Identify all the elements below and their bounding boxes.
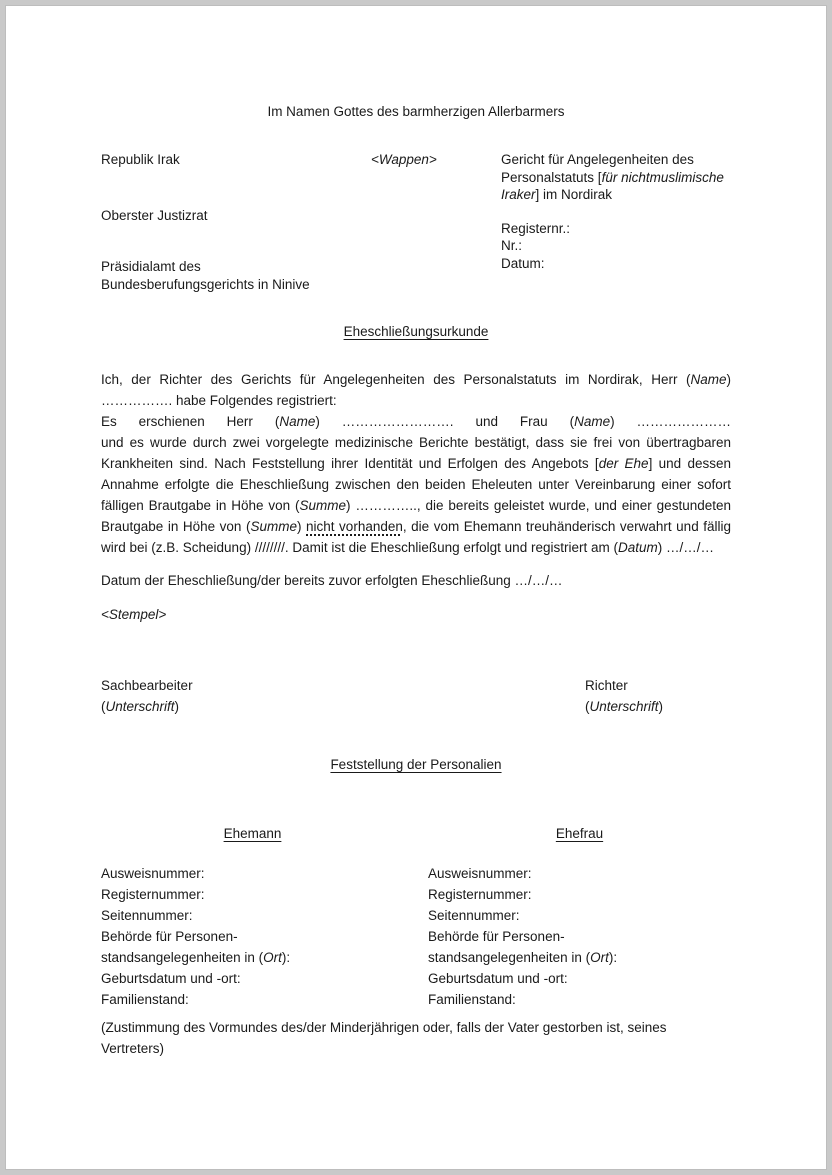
judge-signature-block [585,675,731,717]
husband-name-placeholder: Name [279,414,316,429]
parties-line [101,411,731,432]
body-text-6: ) …/…/… [657,540,714,555]
register-number-label: Registernr.: [501,220,571,236]
wife-column [428,823,731,1010]
paren-close: ) [658,699,664,714]
ort-post: ): [281,950,291,965]
field-register-number: Registernummer: [428,887,532,902]
husband-column [101,823,404,1010]
signature-row [101,675,731,717]
paren-open: ( [101,699,106,714]
certificate-heading: Eheschließungsurkunde [343,324,489,339]
personal-details-heading: Feststellung der Personalien [330,757,502,772]
wife-heading: Ehefrau [555,826,604,841]
body-text-2: ] und dessen Annahme erfolgte die Eheschließung zwischen den beiden Eheleuten unter Vereinbarung einer sofort fälligen Brautgabe in Höhe von ( [101,456,732,513]
ort-pre: standsangelegenheiten in ( [101,950,264,965]
stamp-placeholder: <Stempel> [101,607,167,622]
paren-open: ( [585,699,590,714]
sum-placeholder-2: Summe [250,519,297,534]
field-civil-authority-1: Behörde für Personen- [101,929,238,944]
judge-signature-placeholder [585,696,731,717]
sum-placeholder-1: Summe [299,498,347,513]
body-text-1: und es wurde durch zwei vorgelegte medizinische Berichte bestätigt, dass sie frei von übertragbaren Krankheiten sind. Nach Feststellung ihrer Identität und Erfolgen des Angebots [ [101,435,731,471]
field-civil-authority-2 [428,947,731,968]
marriage-offer-italic: der Ehe [598,456,649,471]
certificate-body [101,432,731,558]
signature-word: Unterschrift [589,699,659,714]
parties-text-tail: ) ………………… [610,414,732,429]
intro-name-placeholder: Name [690,372,727,387]
personal-details-columns [101,823,731,1010]
court-name-line2-pre: Personalstatuts [ [501,169,602,185]
paren-close: ) [174,699,180,714]
husband-heading: Ehemann [223,826,282,841]
clerk-signature-block [101,675,193,717]
date-label: Datum: [501,255,545,271]
field-marital-status: Familienstand: [101,992,189,1007]
issuer-block [101,151,371,293]
guardian-consent-note: (Zustimmung des Vormundes des/der Minderjährigen oder, falls der Vater gestorben ist, seines Vertreters) [101,1020,667,1056]
court-block [501,151,731,293]
issuer-justice-council: Oberster Justizrat [101,207,208,223]
court-name-line3-italic: Iraker [501,187,536,202]
field-civil-authority-2 [101,947,404,968]
parties-text: Es erschienen Herr ( [101,414,280,429]
field-marital-status: Familienstand: [428,992,516,1007]
field-civil-authority-1: Behörde für Personen- [428,929,565,944]
field-birth-date-place: Geburtsdatum und -ort: [101,971,241,986]
field-register-number: Registernummer: [101,887,205,902]
issuer-appeal-court: Bundesberufungsgerichts in Ninive [101,276,310,292]
number-label: Nr.: [501,238,523,253]
dower-not-present: nicht vorhanden [306,519,403,534]
clerk-signature-placeholder [101,696,193,717]
wappen-column [371,151,501,293]
body-text-4: ) [296,519,307,534]
signature-word: Unterschrift [105,699,175,714]
clerk-label: Sachbearbeiter [101,678,193,693]
court-name-line2 [501,169,731,187]
document-page [5,5,827,1170]
judge-label: Richter [585,678,628,693]
wappen-placeholder: <Wappen> [371,152,437,167]
certificate-intro [101,369,731,411]
ort-placeholder: Ort [590,950,609,965]
field-id-number: Ausweisnummer: [428,866,532,881]
body-text-3: ) ………….., die bereits geleistet wurde, und einer gestundeten Brautgabe in Höhe von ( [101,498,731,534]
parties-text-mid: ) ……………………. und Frau ( [315,414,575,429]
court-name-line2-italic: für nichtmuslimische [601,169,724,185]
ort-post: ): [608,950,618,965]
field-page-number: Seitennummer: [101,908,193,923]
wife-name-placeholder: Name [574,414,611,429]
issuer-republic: Republik Irak [101,152,180,167]
field-id-number: Ausweisnummer: [101,866,205,881]
marriage-date-line: Datum der Eheschließung/der bereits zuvor erfolgten Eheschließung …/…/… [101,573,563,588]
court-name-line1: Gericht für Angelegenheiten des [501,152,694,167]
issuer-presidium: Präsidialamt des [101,259,201,274]
court-name-line3 [501,186,731,204]
date-placeholder: Datum [617,540,658,555]
field-birth-date-place: Geburtsdatum und -ort: [428,971,568,986]
body-text-5: , die vom Ehemann treuhänderisch verwahrt und fällig wird bei (z.B. Scheidung) ////////. Damit ist die Eheschließung erfolgt und registriert am ( [101,519,731,555]
field-page-number: Seitennummer: [428,908,520,923]
ort-pre: standsangelegenheiten in ( [428,950,591,965]
ort-placeholder: Ort [263,950,282,965]
bismillah-title: Im Namen Gottes des barmherzigen Allerbarmers [267,104,565,119]
intro-text-tail: ) ……………. habe Folgendes registriert: [101,372,731,408]
court-name-line3-post: ] im Nordirak [535,187,613,202]
document-header [101,151,731,293]
intro-text: Ich, der Richter des Gerichts für Angelegenheiten des Personalstatuts im Nordirak, Herr ( [101,372,691,387]
